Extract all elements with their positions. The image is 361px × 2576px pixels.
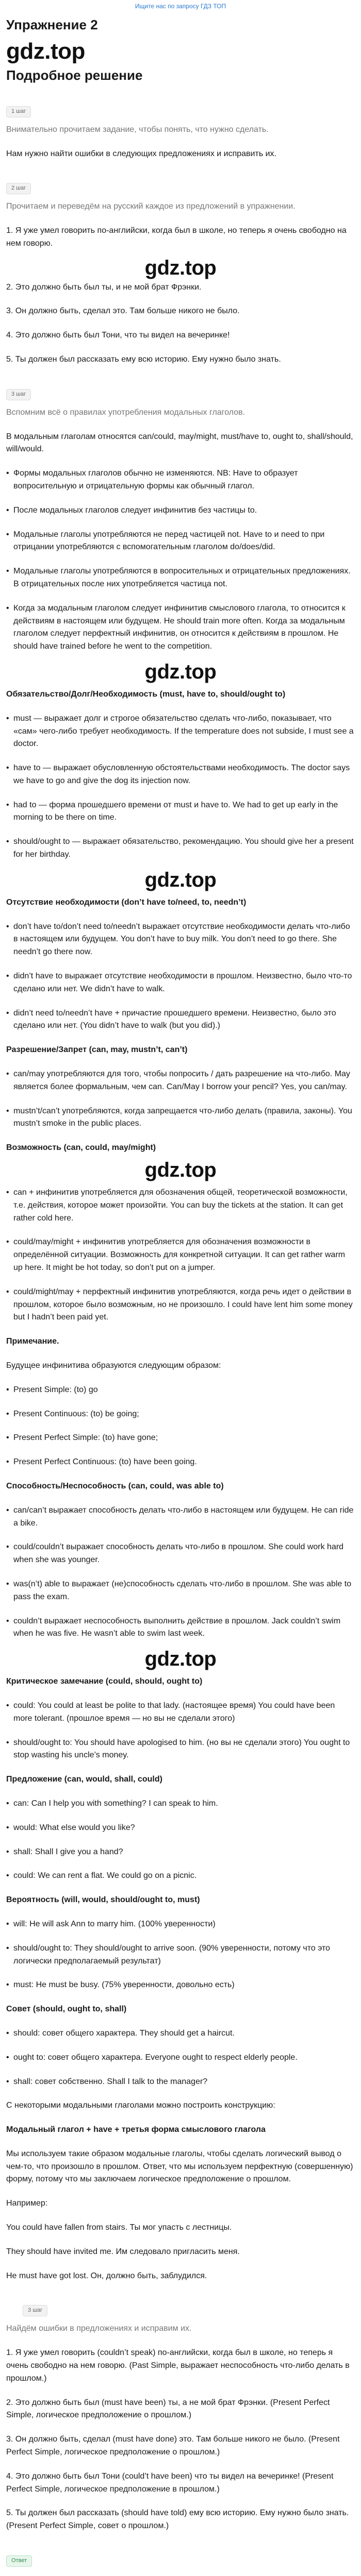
step-badge-3: 3 шаг	[6, 389, 31, 400]
section-heading: Вероятность (will, would, should/ought to, must)	[6, 1895, 200, 1905]
rule-list	[6, 1384, 355, 1469]
rule-list	[6, 467, 355, 653]
list-item: • Present Continuous: (to) be going;	[6, 1408, 355, 1421]
step2-item: 5. Ты должен был рассказать ему всю историю. Ему нужно было знать.	[6, 355, 281, 364]
step2-item: 1. Я уже умел говорить по-английски, когда был в школе, но теперь я очень свободно на нем говорю.	[6, 226, 347, 248]
page-title: Упражнение 2	[6, 17, 98, 32]
list-item: • shall: совет собственно. Shall I talk to the manager?	[6, 2076, 355, 2089]
watermark-logo: gdz.top	[144, 1648, 217, 1671]
section-heading: Совет (should, ought to, shall)	[6, 2005, 127, 2014]
list-item: • have to — выражает обусловленную обстоятельствами необходимость. The doctor says we have to go and give the dog its injection now.	[6, 762, 355, 788]
rule-list	[6, 1187, 355, 1324]
list-item: • was(n’t) able to выражает (не)способность сделать что-либо в прошлом. She was able to pass the exam.	[6, 1578, 355, 1604]
note-label: Примечание.	[6, 1337, 59, 1346]
list-item: • could/couldn’t выражает способность делать что-либо в прошлом. She could work hard when she was younger.	[6, 1541, 355, 1567]
list-item: • could: You could at least be polite to that lady. (настоящее время) You could have been more tolerant. (прошлое время — но вы не сделали этого)	[6, 1700, 355, 1725]
list-item: • can: Can I help you with something? I can speak to him.	[6, 1798, 355, 1810]
rule-list	[6, 1918, 355, 1992]
top-promo-link[interactable]: Ищите нас по запросу ГДЗ ТОП	[135, 3, 226, 10]
rule-list	[6, 1068, 355, 1130]
list-item: • don’t have to/don’t need to/needn’t выражает отсутствие необходимости делать что-либо в настоящем или будущем. You don’t have to buy milk. You don’t need to go there. She needn’t go there now.	[6, 921, 355, 959]
rule-list	[6, 921, 355, 1033]
list-item: • can/can’t выражает способность делать что-либо в настоящем или будущем. He can ride a bike.	[6, 1504, 355, 1530]
rule-text: Мы используем такие образом модальные глаголы, чтобы сделать логический вывод о чем-то, что произошло в прошлом. Ответ, что мы используем перфектную (совершенную) форму, потому что мы заключаем логическое предположение о прошлом.	[6, 2149, 353, 2184]
step4-item: 3. Он должно быть, сделал (must have done) это. Там больше никого не было. (Present Perfect Simple, логическое предположение о прошлом.)	[6, 2435, 340, 2456]
note-intro: Будущее инфинитива образуются следующим образом:	[6, 1361, 221, 1370]
example-sentence: He must have got lost. Он, должно быть, заблудился.	[6, 2271, 207, 2280]
rule-text: С некоторыми модальными глаголами можно построить конструкцию:	[6, 2101, 275, 2110]
list-item: • will: He will ask Ann to marry him. (100% уверенности)	[6, 1918, 355, 1931]
rule-list	[6, 1504, 355, 1640]
list-item: • Когда за модальным глаголом следует инфинитив смыслового глагола, то относится к действиям в настоящем или будущем. He should train more often. Когда за модальным глаголом следует перфектный инфинитив, он относится к действиям в прошлом. He should have trained before he went to the competition.	[6, 602, 355, 653]
list-item: • mustn’t/can’t употребляются, когда запрещается что-либо делать (правила, законы). You mustn’t smoke in the public places.	[6, 1105, 355, 1131]
list-item: • could/might/may + перфектный инфинитив употребляются, когда речь идет о действии в прошлом, которое было возможным, но не произошло. I could have lent him some money but I hadn’t been paid yet.	[6, 1286, 355, 1324]
list-item: • didn’t need to/needn’t have + причастие прошедшего времени. Неизвестно, было это сделано или нет. (You didn’t have to walk (but you did).)	[6, 1007, 355, 1033]
rule-list	[6, 713, 355, 861]
step-badge-1: 1 шаг	[6, 106, 31, 117]
list-item: • should/ought to — выражает обязательство, рекомендацию. You should give her a present for her birthday.	[6, 836, 355, 861]
step2-item: 2. Это должно быть был ты, и не мой брат Фрэнки.	[6, 282, 202, 292]
step-badge-3b: 3 шаг	[23, 2305, 47, 2316]
list-item: • После модальных глаголов следует инфинитив без частицы to.	[6, 504, 355, 517]
list-item: • Present Perfect Simple: (to) have gone;	[6, 1432, 355, 1445]
step4-intro: Найдём ошибки в предложениях и исправим их.	[6, 2324, 192, 2333]
example-sentence: You could have fallen from stairs. Ты мог упасть с лестницы.	[6, 2223, 232, 2232]
list-item: • must: He must be busy. (75% уверенности, довольно есть)	[6, 1979, 355, 1992]
step3-intro: Вспомним всё о правилах употребления модальных глаголов.	[6, 408, 245, 417]
watermark-logo: gdz.top	[144, 868, 217, 891]
example-sentence: They should have invited me. Им следовало пригласить меня.	[6, 2247, 240, 2256]
rule-list	[6, 2027, 355, 2088]
list-item: • couldn’t выражает неспособность выполнить действие в прошлом. Jack couldn’t swim when he was five. He wasn’t able to swim last week.	[6, 1615, 355, 1641]
rule-text: В модальным глаголам относятся can/could, may/might, must/have to, ought to, shall/should, will/would.	[6, 432, 353, 454]
rule-list	[6, 1700, 355, 1762]
step4-item: 4. Это должно быть был Тони (could’t have been) что ты видел на вечеринке! (Present Perfect Simple, логическое предположение в прошлом.)	[6, 2471, 334, 2494]
step1-task: Нам нужно найти ошибки в следующих предложениях и исправить их.	[6, 149, 276, 158]
list-item: • could: We can rent a flat. We could go on a picnic.	[6, 1870, 355, 1883]
list-item: • Модальные глаголы употребляются в вопросительных и отрицательных предложениях. В отрицательных после них употребляется частица not.	[6, 565, 355, 591]
step2-item: 4. Это должно быть был Тони, что ты видел на вечеринке!	[6, 331, 230, 340]
section-heading: Разрешение/Запрет (can, may, mustn’t, can’t)	[6, 1045, 188, 1055]
section-heading: Предложение (can, would, shall, could)	[6, 1775, 162, 1784]
list-item: • could/may/might + инфинитив употребляется для обозначения возможности в определённой ситуации. Возможность для конкретной ситуации. It can get rather warm up here. It might be hot today, so don’t put on a jumper.	[6, 1236, 355, 1274]
list-item: • can + инфинитив употребляется для обозначения общей, теоретической возможности, т.е. действия, которое может произойти. You can buy the tickets at the station. It can get rather cold here.	[6, 1187, 355, 1225]
list-item: • had to — форма прошедшего времени от must и have to. We had to get up early in the morning to be there on time.	[6, 799, 355, 825]
list-item: • Present Simple: (to) go	[6, 1384, 355, 1397]
list-item: • didn’t have to выражает отсутствие необходимости в прошлом. Неизвестно, было что-то сделано или нет. We didn’t have to walk.	[6, 970, 355, 996]
list-item: • should/ought to: They should/ought to arrive soon. (90% уверенности, потому что это логически предполагаемый результат)	[6, 1942, 355, 1968]
step1-intro: Внимательно прочитаем задание, чтобы понять, что нужно сделать.	[6, 125, 269, 134]
list-item: • should: совет общего характера. They should get a haircut.	[6, 2027, 355, 2040]
list-item: • can/may употребляются для того, чтобы попросить / дать разрешение на что-либо. May является более формальным, чем can. Can/May I borrow your pencil? Yes, you can/may.	[6, 1068, 355, 1094]
step2-item: 3. Он должно быть, сделал это. Там больше никого не было.	[6, 307, 240, 316]
watermark-logo: gdz.top	[144, 1159, 217, 1182]
step-badge-2: 2 шаг	[6, 183, 31, 194]
section-title: Подробное решение	[6, 67, 143, 83]
step2-intro: Прочитаем и переведём на русский каждое из предложений в упражнении.	[6, 202, 296, 211]
watermark-logo: gdz.top	[144, 660, 217, 683]
list-item: • Модальные глаголы употребляются не перед частицей not. Have to и need to при отрицании употребляются с вспомогательным глаголом do/does/did.	[6, 529, 355, 554]
list-item: • must — выражает долг и строгое обязательство сделать что-либо, показывает, что «сам» чего-либо требует необходимость. If the temperature does not subside, I must see a doctor.	[6, 713, 355, 751]
watermark-logo: gdz.top	[144, 256, 217, 279]
section-heading: Модальный глагол + have + третья форма смыслового глагола	[6, 2125, 266, 2134]
section-heading: Обязательство/Долг/Необходимость (must, have to, should/ought to)	[6, 689, 286, 699]
step4-item: 1. Я уже умел говорить (couldn’t speak) по-английски, когда был в школе, но теперь я очень свободно на нем говорю. (Past Simple, выражает неспособность что-либо делать в прошлом.)	[6, 2348, 350, 2383]
rule-list	[6, 1798, 355, 1883]
list-item: • Формы модальных глаголов обычно не изменяются. NB: Have to образует вопросительную и отрицательную формы как обычный глагол.	[6, 467, 355, 493]
answer-badge: Ответ	[6, 2555, 32, 2567]
watermark-logo: gdz.top	[6, 38, 85, 64]
content	[0, 15, 361, 2576]
list-item: • would: What else would you like?	[6, 1822, 355, 1835]
list-item: • should/ought to: You should have apologised to him. (но вы не сделали этого) You ought to stop wasting his uncle’s money.	[6, 1737, 355, 1762]
step4-item: 2. Это должно быть был (must have been) ты, а не мой брат Фрэнки. (Present Perfect Simple, логическое предположение о прошлом.)	[6, 2398, 330, 2420]
list-item: • Present Perfect Continuous: (to) have been going.	[6, 1456, 355, 1469]
section-heading: Возможность (can, could, may/might)	[6, 1143, 156, 1153]
section-heading: Способность/Неспособность (can, could, was able to)	[6, 1481, 224, 1490]
step4-item: 5. Ты должен был рассказать (should have told) ему всю историю. Ему нужно было знать. (Present Perfect Simple, совет о прошлом.)	[6, 2509, 349, 2531]
list-item: • ought to: совет общего характера. Everyone ought to respect elderly people.	[6, 2052, 355, 2064]
section-heading: Отсутствие необходимости (don’t have to/need, to, needn’t)	[6, 897, 247, 907]
list-item: • shall: Shall I give you a hand?	[6, 1846, 355, 1859]
section-heading: Критическое замечание (could, should, ought to)	[6, 1677, 203, 1686]
example-label: Например:	[6, 2199, 48, 2208]
